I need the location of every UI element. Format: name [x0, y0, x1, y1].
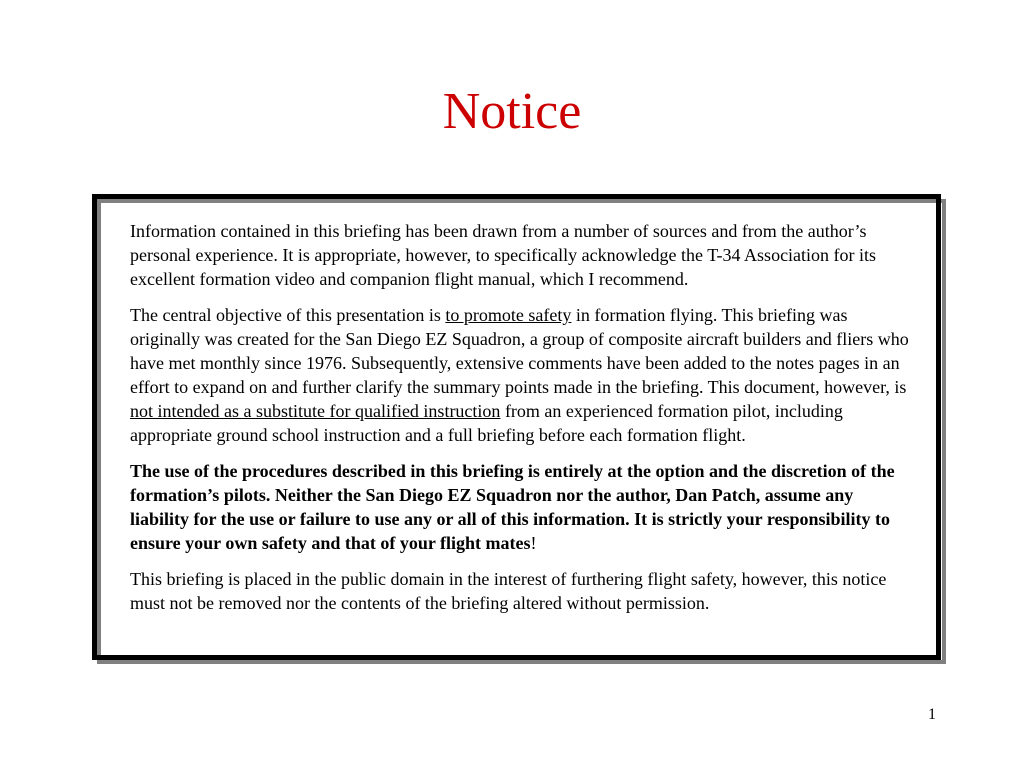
objective-text-1: The central objective of this presentation is [130, 305, 446, 325]
notice-body [130, 219, 912, 627]
liability-disclaimer-text: The use of the procedures described in this briefing is entirely at the option and the discretion of the formation’s pilots. Neither the San Diego EZ Squadron nor the author, Dan Patch, assume any liability for the use or failure to use any or all of this information. It is strictly your responsibility to ensure your own safety and that of your flight mates [130, 461, 895, 553]
objective-text-2: in formation flying. This briefing was originally was created for the San Diego EZ Squadron, a group of composite aircraft builders and fliers who have met monthly since 1976. Subsequently, extensive comments have been added to the notes pages in an effort to expand on and further clarify the summary points made in the briefing. This document, however, is [130, 305, 909, 397]
objective-text-3: from an experienced formation pilot, including appropriate ground school instruction and a full briefing before each formation flight. [130, 401, 843, 445]
liability-exclamation: ! [530, 533, 537, 553]
public-domain-paragraph: This briefing is placed in the public domain in the interest of furthering flight safety, however, this notice must not be removed nor the contents of the briefing altered without permission. [130, 569, 887, 613]
not-substitute-underlined: not intended as a substitute for qualified instruction [130, 401, 501, 421]
objective-paragraph [130, 303, 912, 447]
liability-disclaimer-paragraph [130, 459, 912, 555]
acknowledgement-paragraph: Information contained in this briefing has been drawn from a number of sources and from the author’s personal experience. It is appropriate, however, to specifically acknowledge the T-34 Association for its excellent formation video and companion flight manual, which I recommend. [130, 221, 877, 289]
slide-title: Notice [442, 83, 582, 140]
page-number: 1 [928, 706, 936, 723]
promote-safety-underlined: to promote safety [445, 305, 572, 325]
